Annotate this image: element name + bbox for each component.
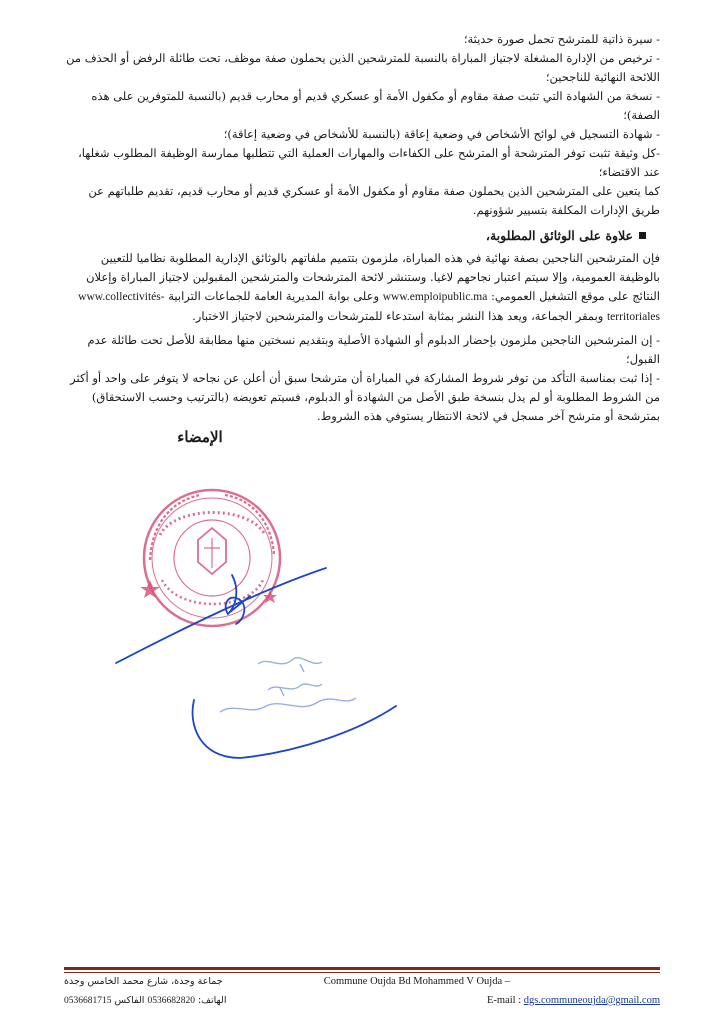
item-replacement-rule: - إذا ثبت بمناسبة التأكد من توفر شروط المشاركة في المباراة أن مترشحا سبق أن أعلن عن نجاحه لا يتوفر على واحد أو أكثر من الشروط المطلوبة أو لم يدل بنسخة طبق الأصل من الشهادة أو الدبلوم، فسيتم تعويضه (بالترتيب وحسب الاستحقاق) بمترشحة أو مترشح آخر مسجل في لائحة الانتظار يستوفي هذه الشروط. [70, 371, 660, 423]
fax-label: الفاكس [114, 995, 145, 1006]
item-veteran-certificate: - نسخة من الشهادة التي تثبت صفة مقاوم أو مكفول الأمة أو عسكري قديم أو محارب قديم (بالنسبة للمتوفرين على هذه الصفة)؛ [91, 89, 660, 122]
footer-phones [64, 995, 226, 1006]
signature-title: الإمضاء [177, 428, 223, 446]
publication-text-b: وعلى بوابة المديرية العامة للجماعات الترابية [168, 289, 380, 303]
item-skills-document: -كل وثيقة تثبت توفر المترشحة أو المترشح على الكفاءات والمهارات العملية التي تتطلبها ممارسة الوظيفة المطلوب شغلها، عند الاقتضاء؛ [78, 146, 660, 179]
footer-address-fr: Commune Oujda Bd Mohammed V Oujda – [323, 976, 510, 987]
seal-star-icon [140, 580, 277, 603]
paragraph-veteran-applications: كما يتعين على المترشحين الذين يحملون صفة مقاوم أو مكفول الأمة أو عسكري قديم أو محارب قديم، تقديم طلباتهم عن طريق الإدارات المكلفة بتسيير شؤونهم. [88, 184, 660, 217]
item-original-diploma: - إن المترشحين الناجحين ملزمون بإحضار الدبلوم أو الشهادة الأصلية وبتقديم نسختين منها مطابقة للأصل تحت طائلة عدم القبول؛ [87, 333, 660, 366]
footer-rule-thick [64, 967, 660, 970]
publication-text-c: وبمقر الجماعة، ويعد هذا النشر بمثابة استدعاء للمترشحات والمترشحين لاجتياز الاختبار. [192, 309, 604, 323]
item-cv: - سيرة ذاتية للمترشح تحمل صورة حديثة؛ [463, 32, 660, 46]
square-bullet-icon [639, 232, 646, 239]
item-disability-registration: - شهادة التسجيل في لوائح الأشخاص في وضعية إعاقة (بالنسبة للأشخاص في وضعية إعاقة)؛ [223, 127, 660, 141]
phone-label: الهاتف: [197, 995, 227, 1006]
document-body [64, 30, 660, 426]
footer-email [487, 995, 660, 1006]
item-employer-permit: - ترخيص من الإدارة المشغلة لاجتياز المباراة بالنسبة للمترشحين الذين يحملون صفة موظف، تحت طائلة الرفض أو الحذف من اللائحة النهائية للناجحين؛ [66, 51, 660, 84]
fax-number: 0536681715 [64, 996, 112, 1006]
publication-text-a: فإن المترشحين الناجحين بصفة نهائية في هذه المباراة، ملزمون بتتميم ملفاتهم بالوثائق الإدارية المطلوبة نظاميا للتعيين بالوظيفة العمومية، وإلا سيتم اعتبار نجاحهم لاغيا. وستنشر لائحة المترشحات والمترشحين المقبولين لاجتياز المباراة وإعلان النتائج على موقع التشغيل العمومي: [86, 251, 660, 303]
emploipublic-link[interactable]: www.emploipublic.ma [382, 291, 488, 303]
phone-number: 0536682820 [147, 996, 195, 1006]
email-link[interactable]: dgs.communeoujda@gmail.com [523, 995, 660, 1006]
signature-ink [116, 568, 396, 758]
email-label: E-mail : [487, 995, 522, 1006]
round-seal [144, 490, 280, 626]
footer-address-ar: جماعة وجدة، شارع محمد الخامس وجدة [64, 976, 223, 987]
heading-text: علاوة على الوثائق المطلوبة، [485, 228, 633, 243]
footer-contact-row [64, 995, 660, 1006]
footer-rule-thin [64, 972, 660, 973]
section-heading [64, 226, 646, 245]
paragraph-publication [64, 249, 660, 327]
collectivites-link[interactable]: www.collectivités-territoriales [78, 291, 660, 323]
footer-address-row [64, 976, 660, 987]
blue-handwritten-stamp [220, 658, 356, 712]
